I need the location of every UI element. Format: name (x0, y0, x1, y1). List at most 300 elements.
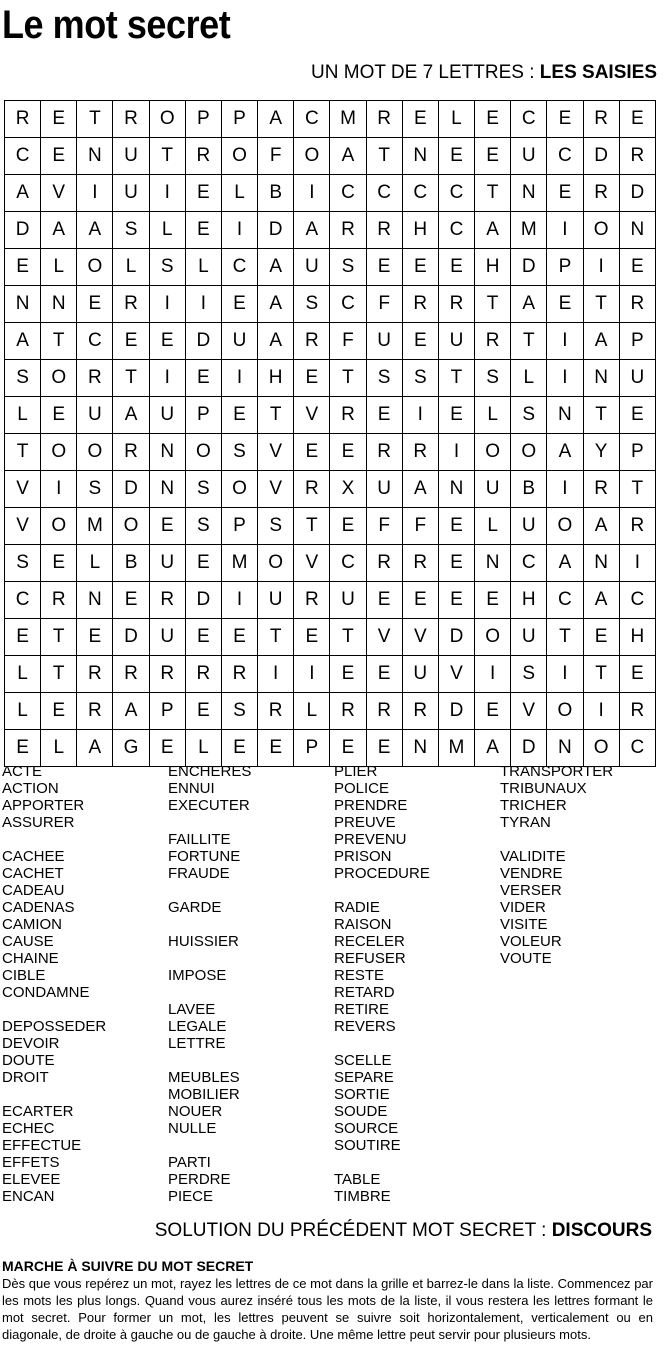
grid-cell[interactable]: T (41, 656, 77, 693)
grid-cell[interactable]: U (113, 175, 149, 212)
grid-cell[interactable]: V (438, 656, 474, 693)
word-item[interactable]: PLIER (334, 763, 378, 780)
grid-cell[interactable]: E (185, 693, 221, 730)
grid-cell[interactable]: E (113, 582, 149, 619)
grid-cell[interactable]: R (330, 693, 366, 730)
word-item[interactable]: CIBLE (2, 967, 46, 984)
word-item[interactable]: VISITE (500, 916, 548, 933)
grid-cell[interactable]: O (294, 138, 330, 175)
grid-cell[interactable]: E (330, 656, 366, 693)
word-item[interactable]: LEGALE (168, 1018, 227, 1035)
grid-cell[interactable]: E (294, 619, 330, 656)
grid-cell[interactable]: E (221, 286, 257, 323)
grid-cell[interactable]: S (5, 360, 41, 397)
grid-cell[interactable]: V (294, 545, 330, 582)
word-item[interactable]: EFFECTUE (2, 1137, 82, 1154)
grid-cell[interactable]: E (330, 434, 366, 471)
grid-cell[interactable]: L (511, 360, 547, 397)
grid-cell[interactable]: U (366, 323, 402, 360)
grid-cell[interactable]: I (583, 693, 619, 730)
grid-cell[interactable]: R (77, 693, 113, 730)
grid-cell[interactable]: L (475, 397, 511, 434)
grid-cell[interactable]: R (583, 175, 619, 212)
grid-cell[interactable]: E (438, 138, 474, 175)
word-item[interactable]: LAVEE (168, 1001, 216, 1018)
grid-cell[interactable]: F (258, 138, 294, 175)
word-item[interactable]: NOUER (168, 1103, 223, 1120)
word-item[interactable]: SOURCE (334, 1120, 399, 1137)
grid-cell[interactable]: R (221, 656, 257, 693)
grid-cell[interactable]: E (77, 286, 113, 323)
grid-cell[interactable]: P (185, 397, 221, 434)
grid-cell[interactable]: R (185, 138, 221, 175)
grid-cell[interactable]: E (5, 730, 41, 767)
grid-cell[interactable]: A (258, 101, 294, 138)
grid-cell[interactable]: U (511, 619, 547, 656)
grid-cell[interactable]: E (330, 730, 366, 767)
grid-cell[interactable]: E (438, 397, 474, 434)
grid-cell[interactable]: I (583, 249, 619, 286)
grid-cell[interactable]: R (583, 101, 619, 138)
word-item[interactable]: DOUTE (2, 1052, 55, 1069)
grid-cell[interactable]: U (438, 323, 474, 360)
grid-cell[interactable]: I (41, 471, 77, 508)
grid-cell[interactable]: R (113, 101, 149, 138)
grid-cell[interactable]: C (402, 175, 438, 212)
grid-cell[interactable]: C (330, 545, 366, 582)
grid-cell[interactable]: O (77, 249, 113, 286)
grid-cell[interactable]: N (402, 138, 438, 175)
grid-cell[interactable]: A (547, 545, 583, 582)
grid-cell[interactable]: R (619, 693, 655, 730)
word-item[interactable]: TRANSPORTER (500, 763, 614, 780)
grid-cell[interactable]: E (294, 360, 330, 397)
grid-cell[interactable]: S (402, 360, 438, 397)
grid-cell[interactable]: N (475, 545, 511, 582)
word-item[interactable]: REVERS (334, 1018, 396, 1035)
grid-cell[interactable]: P (547, 249, 583, 286)
grid-cell[interactable]: E (366, 582, 402, 619)
grid-cell[interactable]: P (149, 693, 185, 730)
grid-cell[interactable]: E (77, 619, 113, 656)
grid-cell[interactable]: C (5, 582, 41, 619)
grid-cell[interactable]: I (149, 175, 185, 212)
grid-cell[interactable]: L (438, 101, 474, 138)
grid-cell[interactable]: T (330, 360, 366, 397)
grid-cell[interactable]: U (149, 397, 185, 434)
grid-cell[interactable]: M (77, 508, 113, 545)
grid-cell[interactable]: I (221, 212, 257, 249)
grid-cell[interactable]: E (402, 249, 438, 286)
grid-cell[interactable]: O (221, 138, 257, 175)
grid-cell[interactable]: C (5, 138, 41, 175)
grid-cell[interactable]: N (547, 397, 583, 434)
grid-cell[interactable]: E (366, 656, 402, 693)
grid-cell[interactable]: C (77, 323, 113, 360)
grid-cell[interactable]: T (475, 286, 511, 323)
word-item[interactable]: PERDRE (168, 1171, 231, 1188)
grid-cell[interactable]: T (149, 138, 185, 175)
grid-cell[interactable]: H (402, 212, 438, 249)
word-item[interactable]: FRAUDE (168, 865, 230, 882)
grid-cell[interactable]: A (583, 323, 619, 360)
grid-cell[interactable]: A (583, 582, 619, 619)
grid-cell[interactable]: F (330, 323, 366, 360)
grid-cell[interactable]: R (149, 582, 185, 619)
grid-cell[interactable]: U (258, 582, 294, 619)
grid-cell[interactable]: I (77, 175, 113, 212)
grid-cell[interactable]: T (583, 656, 619, 693)
grid-cell[interactable]: I (547, 656, 583, 693)
grid-cell[interactable]: C (438, 175, 474, 212)
grid-cell[interactable]: U (402, 656, 438, 693)
word-item[interactable]: RECELER (334, 933, 405, 950)
grid-cell[interactable]: T (258, 619, 294, 656)
grid-cell[interactable]: R (366, 434, 402, 471)
grid-cell[interactable]: E (619, 101, 655, 138)
grid-cell[interactable]: I (185, 286, 221, 323)
word-item[interactable]: CADEAU (2, 882, 65, 899)
grid-cell[interactable]: L (185, 730, 221, 767)
word-item[interactable]: VOUTE (500, 950, 552, 967)
grid-cell[interactable]: H (258, 360, 294, 397)
grid-cell[interactable]: L (41, 730, 77, 767)
grid-cell[interactable]: S (221, 434, 257, 471)
grid-cell[interactable]: D (185, 582, 221, 619)
grid-cell[interactable]: D (583, 138, 619, 175)
word-item[interactable]: CACHET (2, 865, 64, 882)
grid-cell[interactable]: A (113, 397, 149, 434)
grid-cell[interactable]: R (402, 286, 438, 323)
grid-cell[interactable]: R (619, 508, 655, 545)
word-item[interactable]: CADENAS (2, 899, 75, 916)
grid-cell[interactable]: D (258, 212, 294, 249)
grid-cell[interactable]: B (258, 175, 294, 212)
grid-cell[interactable]: L (77, 545, 113, 582)
grid-cell[interactable]: S (258, 508, 294, 545)
grid-cell[interactable]: T (438, 360, 474, 397)
grid-cell[interactable]: S (330, 249, 366, 286)
grid-cell[interactable]: E (547, 286, 583, 323)
word-item[interactable]: CACHEE (2, 848, 65, 865)
grid-cell[interactable]: S (366, 360, 402, 397)
word-item[interactable]: DEVOIR (2, 1035, 60, 1052)
grid-cell[interactable]: P (221, 101, 257, 138)
grid-cell[interactable]: T (366, 138, 402, 175)
grid-cell[interactable]: I (438, 434, 474, 471)
grid-cell[interactable]: R (475, 323, 511, 360)
grid-cell[interactable]: E (475, 101, 511, 138)
word-item[interactable]: TIMBRE (334, 1188, 391, 1205)
grid-cell[interactable]: N (77, 582, 113, 619)
word-item[interactable]: PROCEDURE (334, 865, 430, 882)
word-item[interactable]: HUISSIER (168, 933, 239, 950)
grid-cell[interactable]: O (41, 434, 77, 471)
grid-cell[interactable]: E (547, 175, 583, 212)
grid-cell[interactable]: P (619, 323, 655, 360)
grid-cell[interactable]: O (583, 212, 619, 249)
grid-cell[interactable]: R (619, 286, 655, 323)
word-item[interactable]: EXECUTER (168, 797, 250, 814)
grid-cell[interactable]: C (547, 582, 583, 619)
grid-cell[interactable]: U (113, 138, 149, 175)
grid-cell[interactable]: E (41, 545, 77, 582)
grid-cell[interactable]: E (5, 249, 41, 286)
grid-cell[interactable]: R (77, 656, 113, 693)
word-item[interactable]: RAISON (334, 916, 392, 933)
grid-cell[interactable]: E (619, 249, 655, 286)
grid-cell[interactable]: F (366, 508, 402, 545)
grid-cell[interactable]: A (113, 693, 149, 730)
grid-cell[interactable]: D (438, 693, 474, 730)
word-item[interactable]: ACTION (2, 780, 59, 797)
grid-cell[interactable]: L (475, 508, 511, 545)
grid-cell[interactable]: T (511, 323, 547, 360)
word-item[interactable]: FORTUNE (168, 848, 241, 865)
grid-cell[interactable]: U (511, 508, 547, 545)
grid-cell[interactable]: E (185, 545, 221, 582)
grid-cell[interactable]: O (77, 434, 113, 471)
word-item[interactable]: VENDRE (500, 865, 563, 882)
grid-cell[interactable]: N (402, 730, 438, 767)
grid-cell[interactable]: O (41, 360, 77, 397)
word-item[interactable]: SOUTIRE (334, 1137, 401, 1154)
word-item[interactable]: SORTIE (334, 1086, 390, 1103)
grid-cell[interactable]: P (619, 434, 655, 471)
word-item[interactable]: GARDE (168, 899, 222, 916)
word-item[interactable]: CAUSE (2, 933, 54, 950)
grid-cell[interactable]: E (113, 323, 149, 360)
grid-cell[interactable]: T (583, 286, 619, 323)
grid-cell[interactable]: U (149, 545, 185, 582)
grid-cell[interactable]: N (5, 286, 41, 323)
grid-cell[interactable]: L (5, 693, 41, 730)
grid-cell[interactable]: T (475, 175, 511, 212)
grid-cell[interactable]: E (402, 582, 438, 619)
grid-cell[interactable]: E (41, 138, 77, 175)
grid-cell[interactable]: R (113, 434, 149, 471)
grid-cell[interactable]: S (149, 249, 185, 286)
grid-cell[interactable]: A (294, 212, 330, 249)
grid-cell[interactable]: E (475, 693, 511, 730)
grid-cell[interactable]: N (583, 360, 619, 397)
grid-cell[interactable]: T (619, 471, 655, 508)
grid-cell[interactable]: A (77, 730, 113, 767)
grid-cell[interactable]: R (438, 286, 474, 323)
grid-cell[interactable]: E (438, 582, 474, 619)
word-item[interactable]: SCELLE (334, 1052, 392, 1069)
grid-cell[interactable]: A (41, 212, 77, 249)
grid-cell[interactable]: N (41, 286, 77, 323)
word-item[interactable]: PARTI (168, 1154, 211, 1171)
grid-cell[interactable]: E (583, 619, 619, 656)
word-item[interactable]: PIECE (168, 1188, 214, 1205)
word-item[interactable]: TABLE (334, 1171, 381, 1188)
grid-cell[interactable]: I (619, 545, 655, 582)
grid-cell[interactable]: N (149, 471, 185, 508)
grid-cell[interactable]: U (511, 138, 547, 175)
grid-cell[interactable]: S (185, 508, 221, 545)
grid-cell[interactable]: E (402, 323, 438, 360)
grid-cell[interactable]: R (149, 656, 185, 693)
grid-cell[interactable]: R (583, 471, 619, 508)
grid-cell[interactable]: V (258, 471, 294, 508)
word-item[interactable]: SEPARE (334, 1069, 394, 1086)
grid-cell[interactable]: U (619, 360, 655, 397)
grid-cell[interactable]: U (330, 582, 366, 619)
grid-cell[interactable]: U (475, 471, 511, 508)
word-item[interactable]: MOBILIER (168, 1086, 240, 1103)
grid-cell[interactable]: E (438, 545, 474, 582)
grid-cell[interactable]: T (330, 619, 366, 656)
grid-cell[interactable]: M (330, 101, 366, 138)
grid-cell[interactable]: A (258, 323, 294, 360)
grid-cell[interactable]: O (113, 508, 149, 545)
grid-cell[interactable]: N (619, 212, 655, 249)
grid-cell[interactable]: R (5, 101, 41, 138)
grid-cell[interactable]: B (511, 471, 547, 508)
word-item[interactable]: EFFETS (2, 1154, 60, 1171)
word-item[interactable]: VOLEUR (500, 933, 562, 950)
grid-cell[interactable]: E (366, 397, 402, 434)
grid-cell[interactable]: A (258, 249, 294, 286)
grid-cell[interactable]: R (366, 693, 402, 730)
grid-cell[interactable]: O (583, 730, 619, 767)
word-item[interactable]: RESTE (334, 967, 385, 984)
word-item[interactable]: PREVENU (334, 831, 407, 848)
grid-cell[interactable]: M (438, 730, 474, 767)
grid-cell[interactable]: V (41, 175, 77, 212)
word-item[interactable]: ECARTER (2, 1103, 74, 1120)
grid-cell[interactable]: V (366, 619, 402, 656)
grid-cell[interactable]: N (547, 730, 583, 767)
grid-cell[interactable]: L (113, 249, 149, 286)
word-item[interactable]: PREUVE (334, 814, 396, 831)
grid-cell[interactable]: R (185, 656, 221, 693)
word-item[interactable]: TRICHER (500, 797, 567, 814)
grid-cell[interactable]: D (511, 730, 547, 767)
word-item[interactable]: ENNUI (168, 780, 215, 797)
word-item[interactable]: CHAINE (2, 950, 59, 967)
grid-cell[interactable]: E (41, 101, 77, 138)
word-item[interactable]: REFUSER (334, 950, 406, 967)
grid-cell[interactable]: E (221, 730, 257, 767)
grid-cell[interactable]: A (583, 508, 619, 545)
word-item[interactable]: FAILLITE (168, 831, 231, 848)
word-item[interactable]: CAMION (2, 916, 62, 933)
grid-cell[interactable]: I (547, 360, 583, 397)
grid-cell[interactable]: A (475, 212, 511, 249)
grid-cell[interactable]: T (294, 508, 330, 545)
grid-cell[interactable]: I (221, 582, 257, 619)
word-item[interactable]: ACTE (2, 763, 43, 780)
grid-cell[interactable]: O (185, 434, 221, 471)
grid-cell[interactable]: A (475, 730, 511, 767)
grid-cell[interactable]: I (475, 656, 511, 693)
grid-cell[interactable]: S (113, 212, 149, 249)
grid-cell[interactable]: M (221, 545, 257, 582)
word-item[interactable]: CONDAMNE (2, 984, 90, 1001)
word-item[interactable]: TYRAN (500, 814, 551, 831)
grid-cell[interactable]: U (294, 249, 330, 286)
grid-cell[interactable]: E (258, 730, 294, 767)
grid-cell[interactable]: E (366, 249, 402, 286)
grid-cell[interactable]: S (511, 656, 547, 693)
grid-cell[interactable]: H (511, 582, 547, 619)
grid-cell[interactable]: R (113, 656, 149, 693)
grid-cell[interactable]: C (438, 212, 474, 249)
grid-cell[interactable]: V (258, 434, 294, 471)
grid-cell[interactable]: S (294, 286, 330, 323)
word-item[interactable]: VALIDITE (500, 848, 566, 865)
grid-cell[interactable]: C (294, 101, 330, 138)
word-item[interactable]: ENCHERES (168, 763, 252, 780)
grid-cell[interactable]: R (41, 582, 77, 619)
grid-cell[interactable]: E (149, 508, 185, 545)
word-item[interactable]: TRIBUNAUX (500, 780, 587, 797)
grid-cell[interactable]: S (221, 693, 257, 730)
word-item[interactable]: SOUDE (334, 1103, 388, 1120)
grid-cell[interactable]: V (5, 471, 41, 508)
word-item[interactable]: ELEVEE (2, 1171, 61, 1188)
grid-cell[interactable]: N (149, 434, 185, 471)
grid-cell[interactable]: A (77, 212, 113, 249)
grid-cell[interactable]: S (185, 471, 221, 508)
grid-cell[interactable]: A (330, 138, 366, 175)
word-item[interactable]: ECHEC (2, 1120, 55, 1137)
grid-cell[interactable]: T (113, 360, 149, 397)
grid-cell[interactable]: L (221, 175, 257, 212)
grid-cell[interactable]: R (366, 212, 402, 249)
grid-cell[interactable]: R (330, 212, 366, 249)
grid-cell[interactable]: U (149, 619, 185, 656)
grid-cell[interactable]: D (113, 471, 149, 508)
grid-cell[interactable]: I (547, 471, 583, 508)
grid-cell[interactable]: E (619, 397, 655, 434)
grid-cell[interactable]: T (41, 323, 77, 360)
grid-cell[interactable]: T (258, 397, 294, 434)
word-item[interactable]: RETARD (334, 984, 395, 1001)
grid-cell[interactable]: E (5, 619, 41, 656)
grid-cell[interactable]: C (330, 175, 366, 212)
grid-cell[interactable]: D (438, 619, 474, 656)
grid-cell[interactable]: N (77, 138, 113, 175)
grid-cell[interactable]: O (475, 434, 511, 471)
grid-cell[interactable]: E (366, 730, 402, 767)
word-item[interactable]: DEPOSSEDER (2, 1018, 107, 1035)
grid-cell[interactable]: I (258, 656, 294, 693)
grid-cell[interactable]: E (547, 101, 583, 138)
grid-cell[interactable]: E (149, 323, 185, 360)
grid-cell[interactable]: T (77, 101, 113, 138)
grid-cell[interactable]: F (402, 508, 438, 545)
word-item[interactable]: ENCAN (2, 1188, 55, 1205)
word-item[interactable]: DROIT (2, 1069, 49, 1086)
grid-cell[interactable]: V (402, 619, 438, 656)
grid-cell[interactable]: O (41, 508, 77, 545)
grid-cell[interactable]: I (221, 360, 257, 397)
grid-cell[interactable]: I (149, 360, 185, 397)
grid-cell[interactable]: E (475, 582, 511, 619)
word-item[interactable]: NULLE (168, 1120, 217, 1137)
grid-cell[interactable]: H (475, 249, 511, 286)
grid-cell[interactable]: P (185, 101, 221, 138)
grid-cell[interactable]: E (438, 508, 474, 545)
grid-cell[interactable]: L (41, 249, 77, 286)
grid-cell[interactable]: E (185, 212, 221, 249)
grid-cell[interactable]: E (619, 656, 655, 693)
grid-cell[interactable]: C (547, 138, 583, 175)
